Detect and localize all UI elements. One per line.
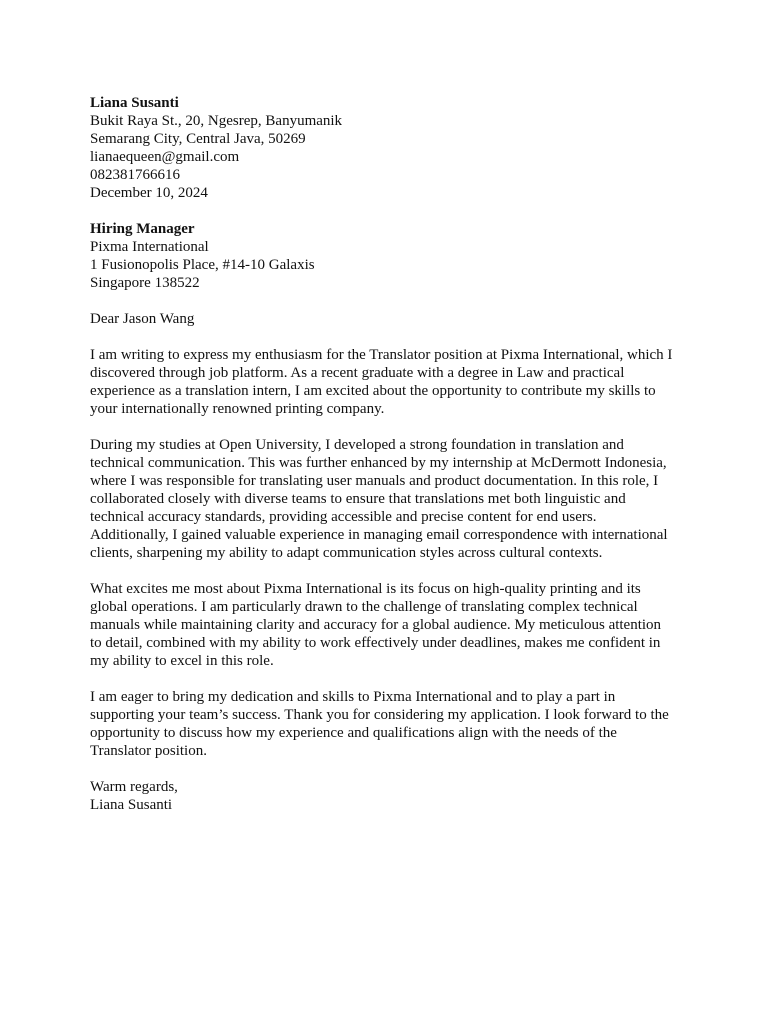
paragraph-line: global operations. I am particularly drawn to the challenge of translating complex technical xyxy=(90,599,638,615)
spacer xyxy=(90,418,690,436)
salutation: Dear Jason Wang xyxy=(90,311,195,327)
paragraph-line: During my studies at Open University, I developed a strong foundation in translation and xyxy=(90,437,624,453)
spacer xyxy=(90,292,690,310)
paragraph-line: I am writing to express my enthusiasm for the Translator position at Pixma International, which I xyxy=(90,347,673,363)
body-paragraph-1 xyxy=(90,346,690,418)
paragraph-line: What excites me most about Pixma International is its focus on high-quality printing and its xyxy=(90,581,641,597)
paragraph-line: collaborated closely with diverse teams to ensure that translations met both linguistic and xyxy=(90,491,626,507)
paragraph-line: Additionally, I gained valuable experience in managing email correspondence with international xyxy=(90,527,668,543)
sender-block xyxy=(90,94,690,202)
recipient-address-line1: 1 Fusionopolis Place, #14-10 Galaxis xyxy=(90,257,315,273)
spacer xyxy=(90,670,690,688)
paragraph-line: your internationally renowned printing company. xyxy=(90,401,385,417)
spacer xyxy=(90,562,690,580)
paragraph-line: discovered through job platform. As a recent graduate with a degree in Law and practical xyxy=(90,365,625,381)
sender-address-line1: Bukit Raya St., 20, Ngesrep, Banyumanik xyxy=(90,113,343,129)
spacer xyxy=(90,760,690,778)
paragraph-line: opportunity to discuss how my experience and qualifications align with the needs of the xyxy=(90,725,617,741)
body-paragraph-3 xyxy=(90,580,690,670)
paragraph-line: Translator position. xyxy=(90,743,207,759)
paragraph-line: technical accuracy standards, providing accessible and precise content for end users. xyxy=(90,509,597,525)
recipient-address-line2: Singapore 138522 xyxy=(90,275,200,291)
spacer xyxy=(90,328,690,346)
closing-phrase: Warm regards, xyxy=(90,779,178,795)
paragraph-line: clients, sharpening my ability to adapt communication styles across cultural contexts. xyxy=(90,545,603,561)
recipient-block xyxy=(90,220,690,292)
sender-phone: 082381766616 xyxy=(90,167,180,183)
paragraph-line: technical communication. This was further enhanced by my internship at McDermott Indonesia, xyxy=(90,455,667,471)
letter-page xyxy=(90,94,690,814)
paragraph-line: I am eager to bring my dedication and skills to Pixma International and to play a part in xyxy=(90,689,616,705)
signature-name: Liana Susanti xyxy=(90,797,173,813)
closing-block xyxy=(90,778,690,814)
paragraph-line: manuals while maintaining clarity and accuracy for a global audience. My meticulous attention xyxy=(90,617,662,633)
paragraph-line: to detail, combined with my ability to work effectively under deadlines, makes me confident in xyxy=(90,635,661,651)
letter-date: December 10, 2024 xyxy=(90,185,208,201)
paragraph-line: where I was responsible for translating user manuals and product documentation. In this role, I xyxy=(90,473,659,489)
sender-name: Liana Susanti xyxy=(90,95,179,111)
recipient-company: Pixma International xyxy=(90,239,209,255)
paragraph-line: my ability to excel in this role. xyxy=(90,653,274,669)
sender-address-line2: Semarang City, Central Java, 50269 xyxy=(90,131,306,147)
spacer xyxy=(90,202,690,220)
paragraph-line: supporting your team’s success. Thank you for considering my application. I look forward to the xyxy=(90,707,669,723)
body-paragraph-2 xyxy=(90,436,690,562)
sender-email: lianaequeen@gmail.com xyxy=(90,149,240,165)
recipient-title: Hiring Manager xyxy=(90,221,195,237)
paragraph-line: experience as a translation intern, I am excited about the opportunity to contribute my skills to xyxy=(90,383,656,399)
body-paragraph-4 xyxy=(90,688,690,760)
